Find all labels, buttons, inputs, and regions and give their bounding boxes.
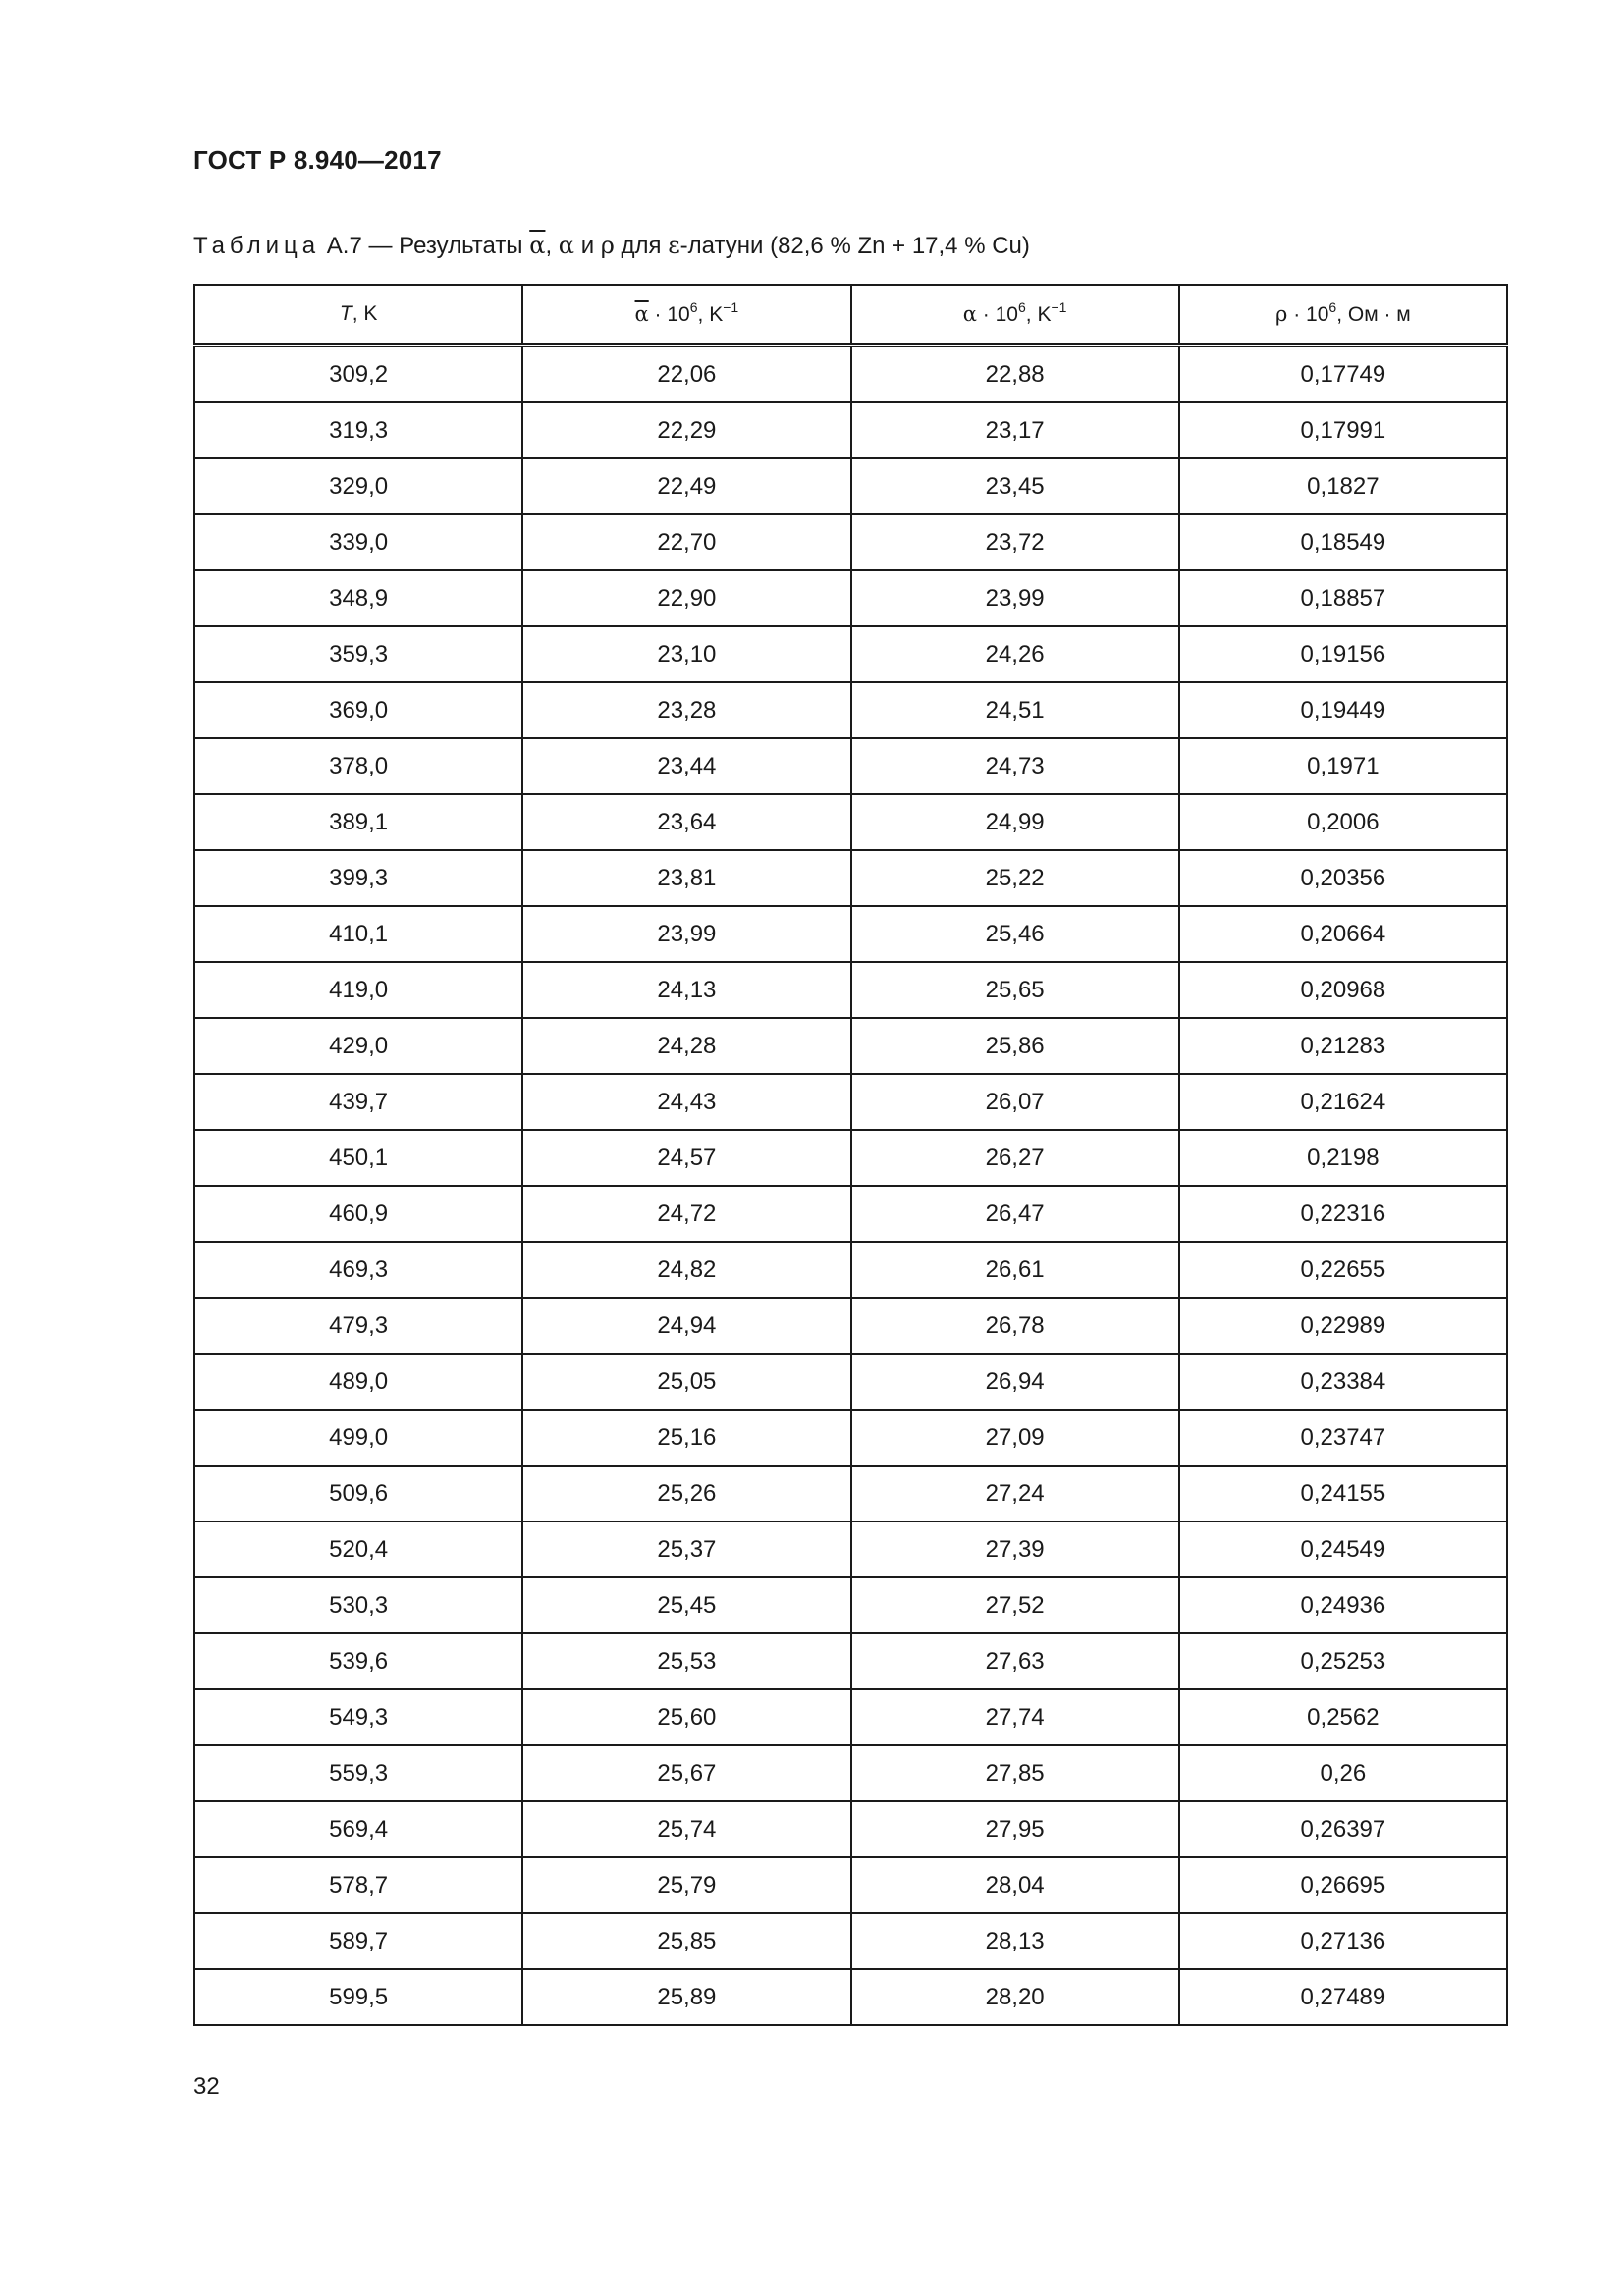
table-row: [194, 1018, 1507, 1074]
cell-alpha: 26,61: [851, 1242, 1179, 1298]
cell-rho: 0,26: [1179, 1745, 1507, 1801]
cell-mean-alpha: 22,90: [522, 570, 850, 626]
cell-rho: 0,27136: [1179, 1913, 1507, 1969]
cell-mean-alpha: 23,81: [522, 850, 850, 906]
caption-and: и: [580, 233, 595, 259]
caption-rho: ρ: [600, 232, 615, 259]
table-row: [194, 1913, 1507, 1969]
table-body: [194, 346, 1507, 2026]
cell-rho: 0,2198: [1179, 1130, 1507, 1186]
table-row: [194, 1801, 1507, 1857]
cell-alpha: 23,99: [851, 570, 1179, 626]
cell-temperature: 530,3: [194, 1577, 522, 1633]
cell-rho: 0,1827: [1179, 458, 1507, 514]
table-row: [194, 1745, 1507, 1801]
table-row: [194, 1186, 1507, 1242]
caption-epsilon: ε: [668, 232, 680, 259]
caption-number: А.7: [326, 233, 362, 259]
cell-mean-alpha: 25,37: [522, 1522, 850, 1577]
cell-temperature: 539,6: [194, 1633, 522, 1689]
cell-mean-alpha: 23,10: [522, 626, 850, 682]
table-row: [194, 1466, 1507, 1522]
cell-rho: 0,17991: [1179, 402, 1507, 458]
column-header-temperature: [194, 285, 522, 346]
cell-rho: 0,19156: [1179, 626, 1507, 682]
cell-rho: 0,21624: [1179, 1074, 1507, 1130]
page-number: 32: [193, 2073, 220, 2100]
cell-mean-alpha: 25,53: [522, 1633, 850, 1689]
caption-alpha-bar: $\overline{\alpha}$: [529, 232, 546, 259]
cell-temperature: 589,7: [194, 1913, 522, 1969]
table-row: [194, 738, 1507, 794]
col1-symbol: $\overline{\alpha}$: [634, 301, 649, 326]
caption-alpha: α: [558, 232, 575, 259]
cell-temperature: 489,0: [194, 1354, 522, 1410]
caption-for: для: [621, 233, 662, 259]
cell-alpha: 24,26: [851, 626, 1179, 682]
column-header-alpha: [851, 285, 1179, 346]
cell-alpha: 27,39: [851, 1522, 1179, 1577]
cell-rho: 0,22655: [1179, 1242, 1507, 1298]
cell-temperature: 378,0: [194, 738, 522, 794]
cell-rho: 0,19449: [1179, 682, 1507, 738]
table-row: [194, 850, 1507, 906]
col1-sup: 6: [689, 298, 698, 315]
cell-rho: 0,2562: [1179, 1689, 1507, 1745]
col3-unit: , Ом · м: [1336, 302, 1411, 326]
col2-unit: , K: [1025, 302, 1052, 326]
cell-rho: 0,23384: [1179, 1354, 1507, 1410]
table-row: [194, 1577, 1507, 1633]
document-title: ГОСТ Р 8.940—2017: [193, 145, 442, 175]
cell-temperature: 339,0: [194, 514, 522, 570]
table-header-row: [194, 285, 1507, 346]
table-row: [194, 1130, 1507, 1186]
table-row: [194, 626, 1507, 682]
cell-alpha: 27,63: [851, 1633, 1179, 1689]
caption-material: -латуни (82,6 % Zn + 17,4 % Cu): [679, 233, 1030, 259]
cell-alpha: 25,86: [851, 1018, 1179, 1074]
col2-symbol: α: [962, 301, 977, 326]
table-row: [194, 1242, 1507, 1298]
cell-temperature: 410,1: [194, 906, 522, 962]
cell-temperature: 399,3: [194, 850, 522, 906]
cell-mean-alpha: 22,29: [522, 402, 850, 458]
table-row: [194, 1969, 1507, 2025]
cell-mean-alpha: 24,43: [522, 1074, 850, 1130]
cell-mean-alpha: 22,70: [522, 514, 850, 570]
cell-rho: 0,26397: [1179, 1801, 1507, 1857]
caption-results: Результаты: [399, 233, 523, 259]
cell-mean-alpha: 23,28: [522, 682, 850, 738]
cell-mean-alpha: 25,05: [522, 1354, 850, 1410]
cell-alpha: 27,85: [851, 1745, 1179, 1801]
cell-mean-alpha: 24,94: [522, 1298, 850, 1354]
table-row: [194, 1298, 1507, 1354]
cell-rho: 0,24936: [1179, 1577, 1507, 1633]
cell-temperature: 469,3: [194, 1242, 522, 1298]
cell-alpha: 26,94: [851, 1354, 1179, 1410]
cell-mean-alpha: 25,79: [522, 1857, 850, 1913]
cell-temperature: 559,3: [194, 1745, 522, 1801]
table-row: [194, 402, 1507, 458]
column-header-mean-alpha: [522, 285, 850, 346]
col2-sup: 6: [1018, 298, 1026, 315]
cell-alpha: 25,22: [851, 850, 1179, 906]
table-row: [194, 1074, 1507, 1130]
cell-temperature: 359,3: [194, 626, 522, 682]
cell-rho: 0,17749: [1179, 346, 1507, 403]
cell-temperature: 479,3: [194, 1298, 522, 1354]
cell-rho: 0,25253: [1179, 1633, 1507, 1689]
cell-mean-alpha: 25,89: [522, 1969, 850, 2025]
table-row: [194, 1410, 1507, 1466]
cell-mean-alpha: 25,45: [522, 1577, 850, 1633]
cell-mean-alpha: 24,13: [522, 962, 850, 1018]
cell-temperature: 309,2: [194, 346, 522, 403]
table-row: [194, 1633, 1507, 1689]
cell-rho: 0,2006: [1179, 794, 1507, 850]
cell-temperature: 520,4: [194, 1522, 522, 1577]
cell-mean-alpha: 24,82: [522, 1242, 850, 1298]
table-row: [194, 1522, 1507, 1577]
cell-mean-alpha: 25,74: [522, 1801, 850, 1857]
cell-temperature: 319,3: [194, 402, 522, 458]
cell-alpha: 25,65: [851, 962, 1179, 1018]
cell-alpha: 27,95: [851, 1801, 1179, 1857]
cell-mean-alpha: 25,26: [522, 1466, 850, 1522]
cell-rho: 0,20356: [1179, 850, 1507, 906]
cell-rho: 0,23747: [1179, 1410, 1507, 1466]
caption-dash: —: [368, 233, 393, 259]
cell-mean-alpha: 23,64: [522, 794, 850, 850]
cell-alpha: 27,24: [851, 1466, 1179, 1522]
col3-sup: 6: [1328, 298, 1337, 315]
table-row: [194, 962, 1507, 1018]
cell-alpha: 27,74: [851, 1689, 1179, 1745]
cell-alpha: 23,17: [851, 402, 1179, 458]
cell-mean-alpha: 25,67: [522, 1745, 850, 1801]
table-row: [194, 682, 1507, 738]
cell-mean-alpha: 24,72: [522, 1186, 850, 1242]
table-row: [194, 1689, 1507, 1745]
cell-temperature: 549,3: [194, 1689, 522, 1745]
cell-temperature: 450,1: [194, 1130, 522, 1186]
cell-rho: 0,1971: [1179, 738, 1507, 794]
col0-symbol: T: [339, 302, 352, 325]
cell-rho: 0,24549: [1179, 1522, 1507, 1577]
cell-mean-alpha: 25,85: [522, 1913, 850, 1969]
cell-mean-alpha: 23,44: [522, 738, 850, 794]
cell-mean-alpha: 22,06: [522, 346, 850, 403]
cell-alpha: 22,88: [851, 346, 1179, 403]
cell-temperature: 460,9: [194, 1186, 522, 1242]
col1-unit-sup: −1: [723, 298, 739, 315]
cell-alpha: 24,51: [851, 682, 1179, 738]
col2-unit-sup: −1: [1051, 298, 1067, 315]
table-caption: Таблица А.7 — Результаты $\overline{\alpha}$, α и ρ для ε-латуни (82,6 % Zn + 17,4 % Cu): [193, 232, 1030, 259]
cell-temperature: 389,1: [194, 794, 522, 850]
cell-mean-alpha: 25,16: [522, 1410, 850, 1466]
cell-mean-alpha: 22,49: [522, 458, 850, 514]
col1-rest: · 10: [648, 302, 690, 326]
cell-temperature: 578,7: [194, 1857, 522, 1913]
col0-rest: , K: [352, 302, 378, 325]
table-row: [194, 906, 1507, 962]
cell-rho: 0,27489: [1179, 1969, 1507, 2025]
table-row: [194, 458, 1507, 514]
cell-rho: 0,18857: [1179, 570, 1507, 626]
cell-rho: 0,24155: [1179, 1466, 1507, 1522]
caption-label: Таблица: [193, 233, 321, 259]
cell-alpha: 23,45: [851, 458, 1179, 514]
cell-mean-alpha: 23,99: [522, 906, 850, 962]
col2-rest: · 10: [976, 302, 1018, 326]
cell-alpha: 26,47: [851, 1186, 1179, 1242]
cell-mean-alpha: 25,60: [522, 1689, 850, 1745]
cell-alpha: 25,46: [851, 906, 1179, 962]
cell-rho: 0,20664: [1179, 906, 1507, 962]
cell-temperature: 599,5: [194, 1969, 522, 2025]
cell-alpha: 28,20: [851, 1969, 1179, 2025]
cell-temperature: 499,0: [194, 1410, 522, 1466]
table-row: [194, 570, 1507, 626]
cell-rho: 0,22989: [1179, 1298, 1507, 1354]
table-row: [194, 1354, 1507, 1410]
table-row: [194, 794, 1507, 850]
cell-temperature: 419,0: [194, 962, 522, 1018]
table-row: [194, 1857, 1507, 1913]
cell-temperature: 429,0: [194, 1018, 522, 1074]
cell-rho: 0,18549: [1179, 514, 1507, 570]
col3-rest: · 10: [1287, 302, 1329, 326]
cell-temperature: 569,4: [194, 1801, 522, 1857]
cell-alpha: 28,04: [851, 1857, 1179, 1913]
cell-alpha: 26,78: [851, 1298, 1179, 1354]
cell-alpha: 26,27: [851, 1130, 1179, 1186]
cell-rho: 0,20968: [1179, 962, 1507, 1018]
cell-rho: 0,22316: [1179, 1186, 1507, 1242]
col3-symbol: ρ: [1275, 301, 1288, 326]
table-row: [194, 514, 1507, 570]
table-row: [194, 346, 1507, 403]
cell-alpha: 28,13: [851, 1913, 1179, 1969]
cell-alpha: 23,72: [851, 514, 1179, 570]
cell-alpha: 27,52: [851, 1577, 1179, 1633]
cell-temperature: 439,7: [194, 1074, 522, 1130]
cell-alpha: 24,99: [851, 794, 1179, 850]
cell-mean-alpha: 24,28: [522, 1018, 850, 1074]
cell-temperature: 348,9: [194, 570, 522, 626]
cell-alpha: 24,73: [851, 738, 1179, 794]
cell-temperature: 369,0: [194, 682, 522, 738]
results-table: [193, 284, 1508, 2026]
cell-rho: 0,26695: [1179, 1857, 1507, 1913]
cell-mean-alpha: 24,57: [522, 1130, 850, 1186]
cell-temperature: 509,6: [194, 1466, 522, 1522]
col1-unit: , K: [697, 302, 724, 326]
cell-alpha: 26,07: [851, 1074, 1179, 1130]
cell-rho: 0,21283: [1179, 1018, 1507, 1074]
cell-alpha: 27,09: [851, 1410, 1179, 1466]
column-header-rho: [1179, 285, 1507, 346]
cell-temperature: 329,0: [194, 458, 522, 514]
